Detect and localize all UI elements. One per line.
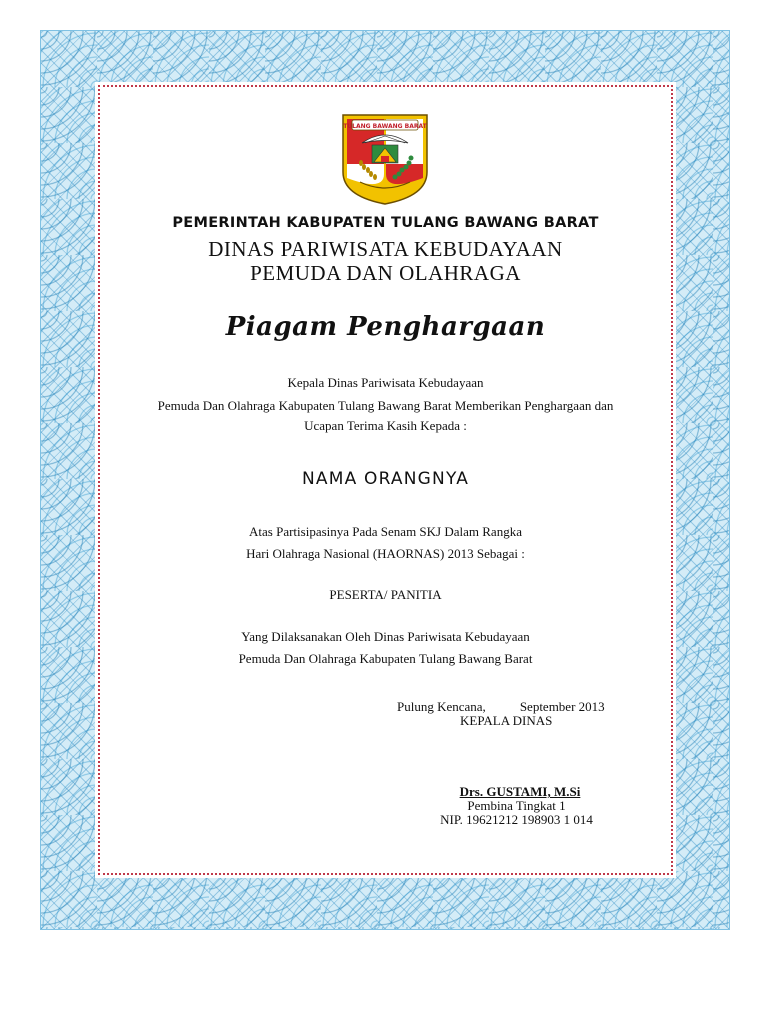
organizer-line-1: Yang Dilaksanakan Oleh Dinas Pariwisata Kebudayaan: [241, 629, 530, 644]
signatory-nip: NIP. 19621212 198903 1 014: [440, 812, 593, 827]
regency-emblem: [340, 112, 430, 206]
recipient-name: NAMA ORANGNYA: [301, 469, 470, 489]
signing-date: September 2013: [519, 699, 605, 714]
intro-line-2: Pemuda Dan Olahraga Kabupaten Tulang Bawang Barat Memberikan Penghargaan dan: [157, 398, 614, 413]
certificate-title: Piagam Penghargaan: [225, 312, 546, 342]
reason-line-1: Atas Partisipasinya Pada Senam SKJ Dalam Rangka: [249, 524, 522, 539]
reason-line-2: Hari Olahraga Nasional (HAORNAS) 2013 Sebagai :: [246, 546, 525, 561]
intro-line-1: Kepala Dinas Pariwisata Kebudayaan: [287, 375, 484, 390]
participant-role: PESERTA/ PANITIA: [329, 587, 442, 602]
office-name-line2: PEMUDA DAN OLAHRAGA: [250, 261, 521, 285]
signing-place: Pulung Kencana,: [397, 699, 486, 714]
svg-text:TULANG BAWANG BARAT: TULANG BAWANG BARAT: [343, 122, 427, 130]
signatory-name: Drs. GUSTAMI, M.Si: [459, 784, 581, 799]
intro-line-3: Ucapan Terima Kasih Kepada :: [304, 418, 467, 433]
office-name-line1: DINAS PARIWISATA KEBUDAYAAN: [208, 237, 563, 261]
organizer-line-2: Pemuda Dan Olahraga Kabupaten Tulang Bawang Barat: [238, 651, 533, 666]
signatory-rank: Pembina Tingkat 1: [467, 798, 566, 813]
signatory-position: KEPALA DINAS: [460, 713, 553, 728]
government-title: PEMERINTAH KABUPATEN TULANG BAWANG BARAT: [172, 215, 599, 231]
